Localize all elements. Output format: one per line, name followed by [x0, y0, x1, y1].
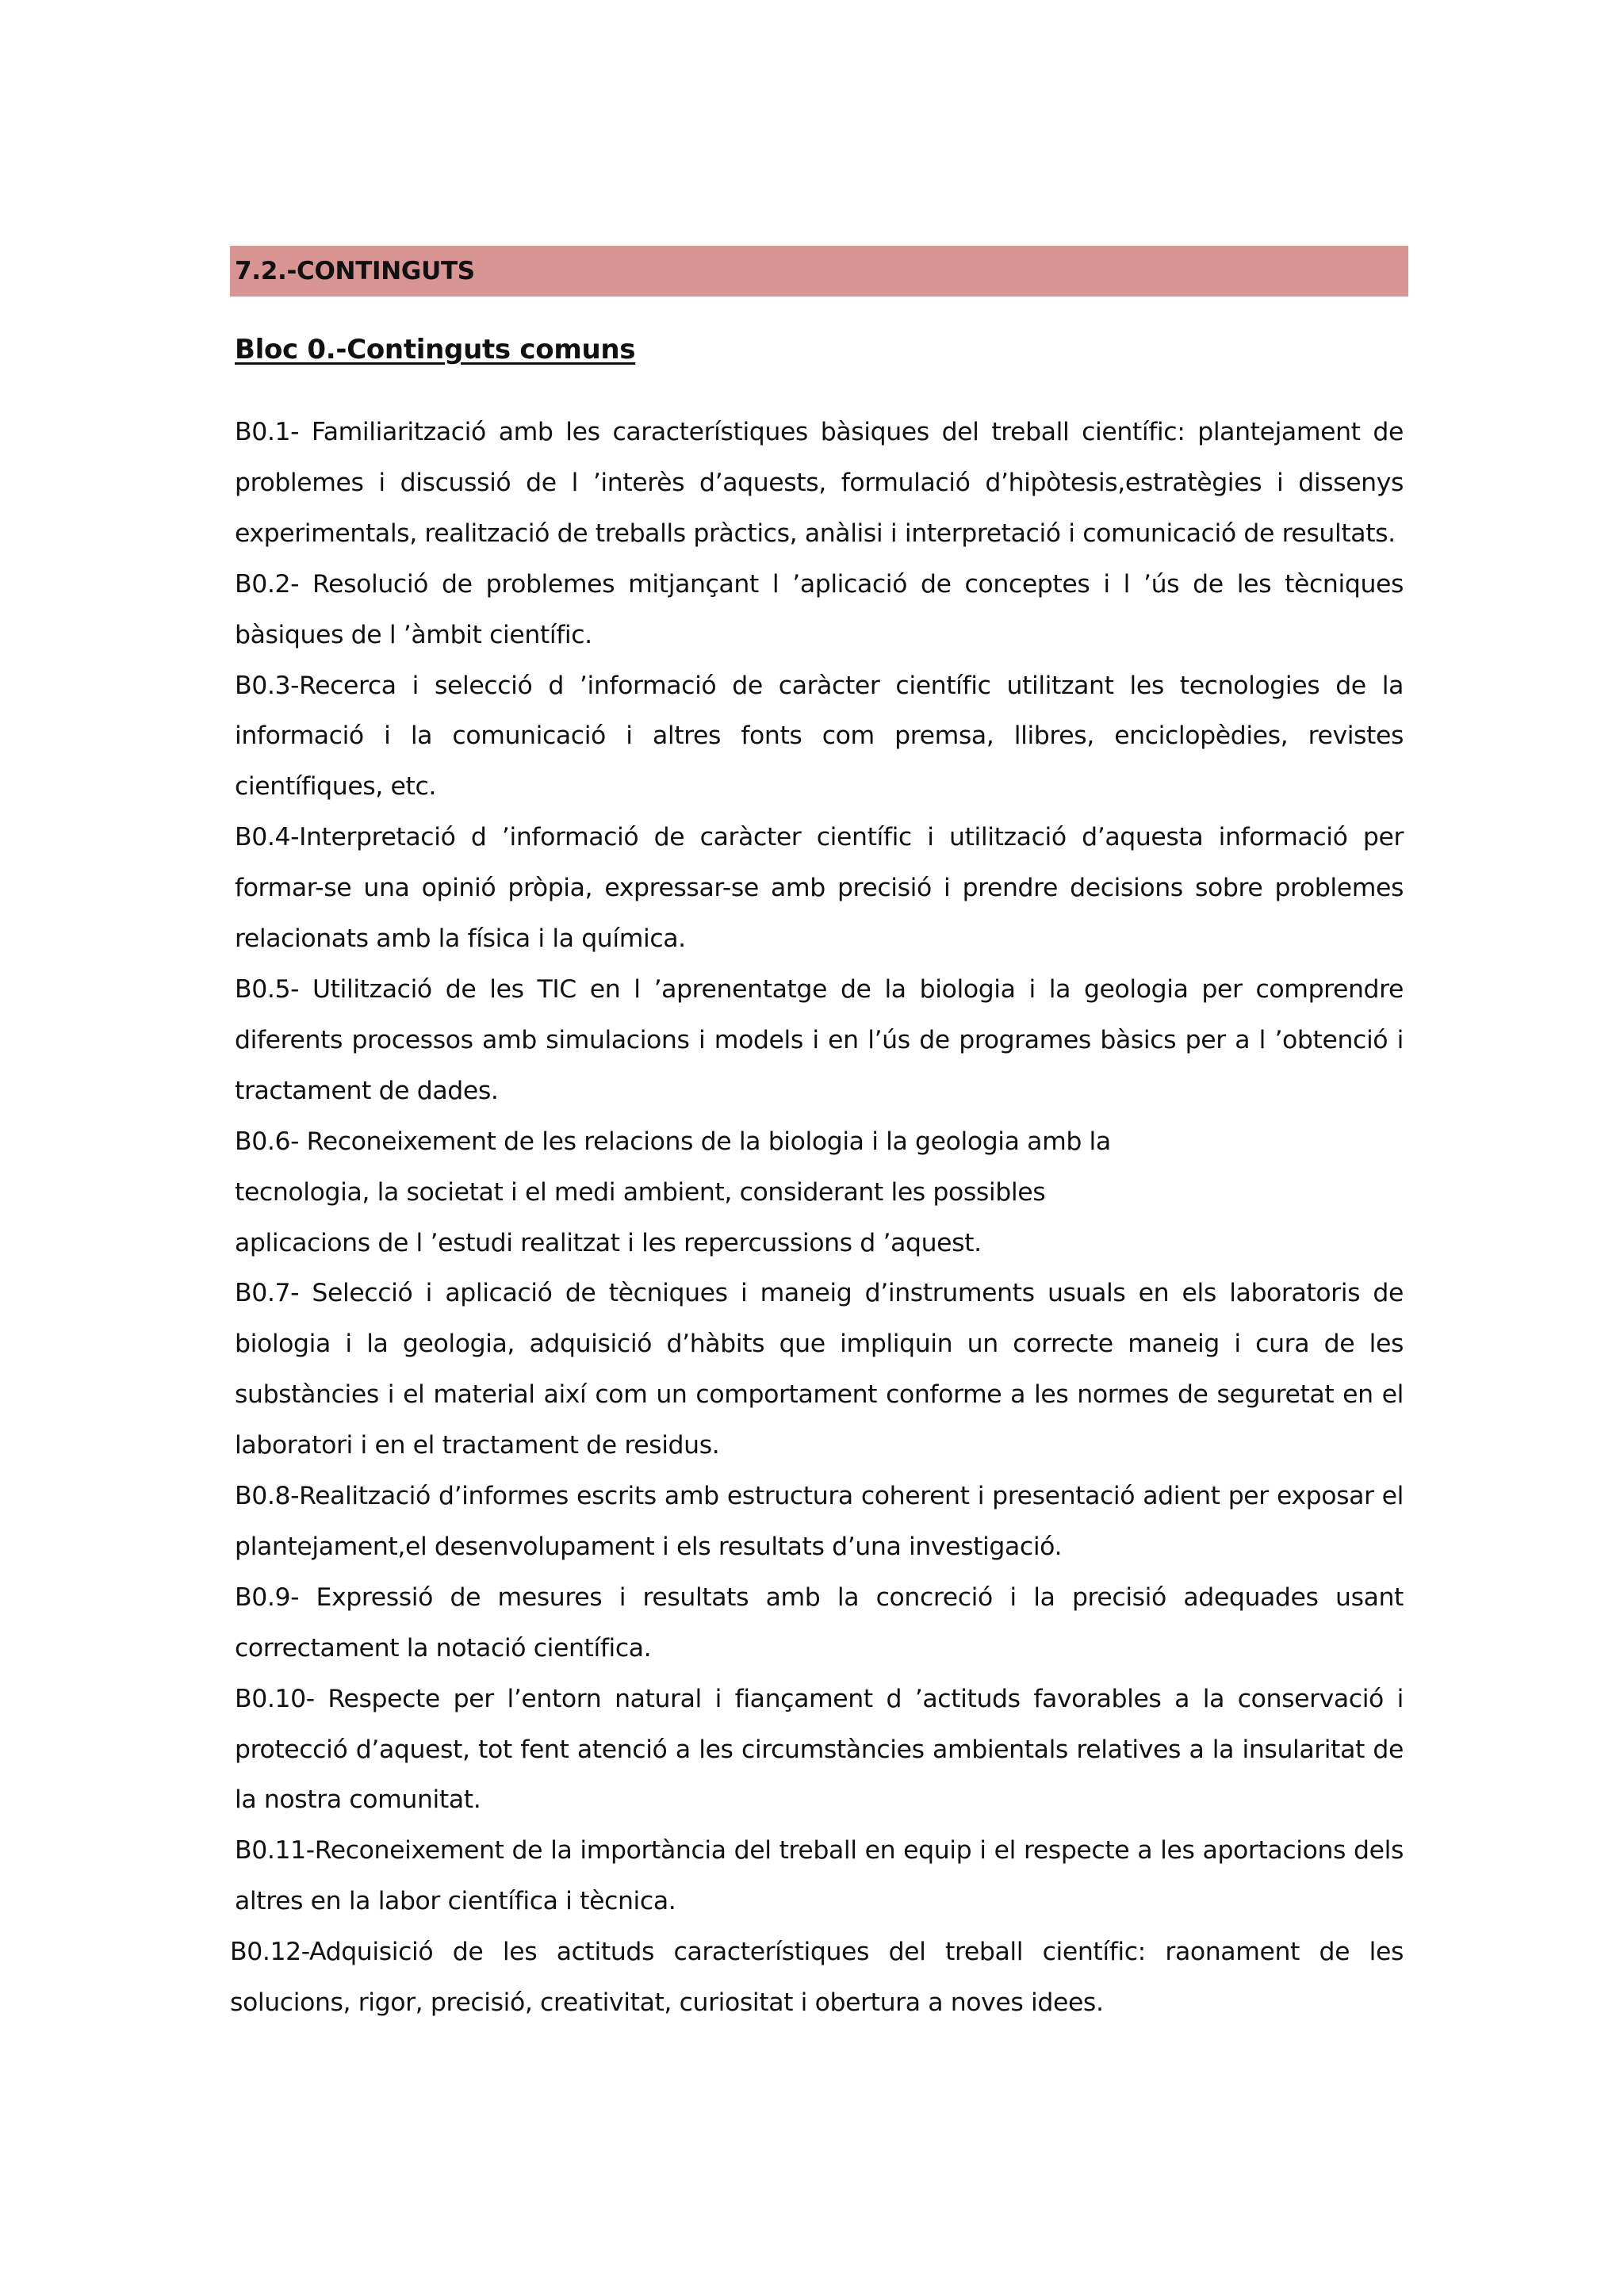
content-item-b0-8: B0.8-Realització d’informes escrits amb estructura coherent i presentació adient per exposar el plantejament,el desenvolupament i els resultats d’una investigació. — [235, 1482, 1404, 1561]
content-item-b0-12: B0.12-Adquisició de les actituds característiques del treball científic: raonament de les solucions, rigor, precisió, creativitat, curiositat i obertura a noves idees. — [230, 1938, 1404, 2018]
content-item-b0-11: B0.11-Reconeixement de la importància del treball en equip i el respecte a les aportacions dels altres en la labor científica i tècnica. — [235, 1836, 1404, 1916]
content-item-b0-4: B0.4-Interpretació d ’informació de caràcter científic i utilització d’aquesta informació per formar-se una opinió pròpia, expressar-se amb precisió i prendre decisions sobre problemes relacionats amb la física i la química. — [235, 823, 1404, 954]
content-item-b0-1: B0.1- Familiarització amb les característiques bàsiques del treball científic: plantejament de problemes i discussió de l ’interès d’aquests, formulació d’hipòtesis,estratègies i dissenys experimentals, realització de treballs pràctics, anàlisi i interpretació i comunicació de resultats. — [235, 418, 1404, 548]
contents-list — [230, 408, 1404, 2029]
content-item-b0-6-line-2: tecnologia, la societat i el medi ambient, considerant les possibles — [235, 1177, 1046, 1207]
section-title: 7.2.-CONTINGUTS — [235, 257, 475, 285]
bloc-title: Bloc 0.-Continguts comuns — [235, 334, 636, 365]
content-item-b0-7: B0.7- Selecció i aplicació de tècniques i maneig d’instruments usuals en els laboratoris de biologia i la geologia, adquisició d’hàbits que impliquin un correcte maneig i cura de les substàncies i el material així com un comportament conforme a les normes de seguretat en el laboratori i en el tractament de residus. — [235, 1279, 1404, 1460]
section-heading-banner — [230, 246, 1408, 297]
content-item-b0-10: B0.10- Respecte per l’entorn natural i fiançament d ’actituds favorables a la conservació i protecció d’aquest, tot fent atenció a les circumstàncies ambientals relatives a la insularitat de la nostra comunitat. — [235, 1684, 1404, 1815]
content-item-b0-5: B0.5- Utilització de les TIC en l ’aprenentatge de la biologia i la geologia per comprendre diferents processos amb simulacions i models i en l’ús de programes bàsics per a l ’obtenció i tractament de dades. — [235, 974, 1404, 1105]
content-item-b0-9: B0.9- Expressió de mesures i resultats amb la concreció i la precisió adequades usant correctament la notació científica. — [235, 1582, 1404, 1663]
content-item-b0-6 — [235, 1117, 1404, 1269]
content-item-b0-6-line-1: B0.6- Reconeixement de les relacions de la biologia i la geologia amb la — [235, 1127, 1111, 1156]
content-item-b0-3: B0.3-Recerca i selecció d ’informació de caràcter científic utilitzant les tecnologies de la informació i la comunicació i altres fonts com premsa, llibres, enciclopèdies, revistes científiques, etc. — [235, 671, 1404, 802]
content-item-b0-6-line-3: aplicacions de l ’estudi realitzat i les repercussions d ’aquest. — [235, 1228, 982, 1257]
content-item-b0-2: B0.2- Resolució de problemes mitjançant l ’aplicació de conceptes i l ’ús de les tècniques bàsiques de l ’àmbit científic. — [235, 569, 1404, 649]
